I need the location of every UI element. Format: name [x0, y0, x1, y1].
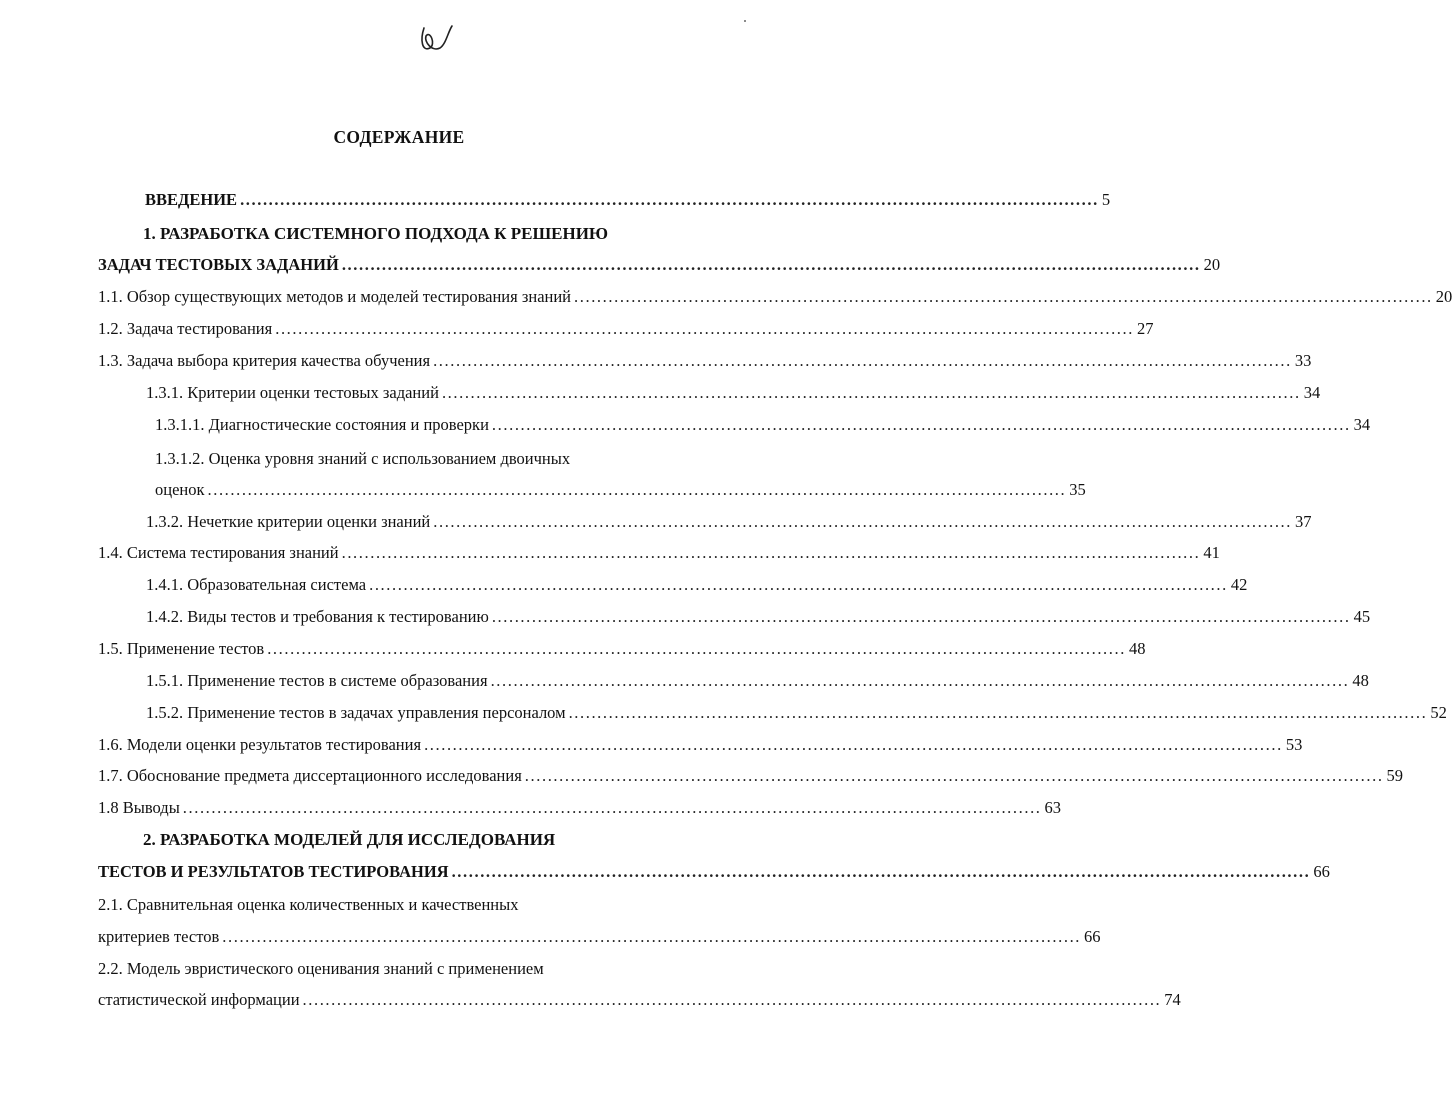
toc-intro-text: ВВЕДЕНИЕ [145, 190, 238, 209]
toc-entry-page: 52 [1430, 703, 1447, 722]
toc-chapter1 [98, 255, 1221, 279]
toc-leader: ...................................................................................................................................................... [369, 575, 1228, 594]
toc-entry [98, 639, 1146, 663]
toc-entry-text: 2.2. Модель эвристического оценивания знаний с применением [98, 959, 544, 978]
toc-leader: ...................................................................................................................................................... [524, 766, 1384, 785]
toc-entry-page: 59 [1386, 766, 1404, 785]
toc-leader: ...................................................................................................................................................... [574, 287, 1433, 306]
toc-leader: ...................................................................................................................................................... [207, 480, 1067, 499]
toc-entry-page: 66 [1084, 927, 1101, 946]
toc-leader: ...................................................................................................................................................... [222, 927, 1082, 946]
toc-entry [98, 735, 1303, 759]
toc-entry-text: 1.4. Система тестирования знаний [98, 543, 339, 562]
handwritten-signature [418, 18, 458, 58]
toc-entry-page: 20 [1435, 287, 1452, 306]
toc-entry-text: 1.7. Обоснование предмета диссертационного исследования [98, 766, 522, 785]
chapter1-heading-line2: ЗАДАЧ ТЕСТОВЫХ ЗАДАНИЙ [98, 255, 339, 274]
toc-entry-text: 1.5.2. Применение тестов в задачах управления персоналом [146, 703, 566, 722]
toc-leader: ...................................................................................................................................................... [490, 671, 1350, 690]
toc-entry-text: 2.1. Сравнительная оценка количественных и качественных [98, 895, 519, 914]
toc-leader: ...................................................................................................................................................... [568, 703, 1428, 722]
toc-entry-text: 1.3.1.2. Оценка уровня знаний с использованием двоичных [155, 449, 571, 468]
toc-entry [98, 319, 1154, 343]
toc-entry-text: критериев тестов [98, 927, 220, 946]
toc-entry [98, 798, 1062, 822]
toc-leader: ...................................................................................................................................................... [182, 798, 1042, 817]
toc-entry-text: 1.2. Задача тестирования [98, 319, 273, 338]
toc-entry [155, 415, 1371, 439]
toc-entry-page: 48 [1352, 671, 1369, 690]
toc-entry [155, 480, 1086, 504]
toc-entry-page: 34 [1353, 415, 1371, 434]
toc-entry [98, 287, 1452, 311]
toc-entry [98, 351, 1312, 375]
toc-leader: ...................................................................................................................................................... [451, 862, 1311, 881]
toc-entry [98, 927, 1101, 951]
toc-entry [98, 543, 1220, 567]
toc-leader: ...................................................................................................................................................... [424, 735, 1283, 754]
toc-entry-page: 34 [1303, 383, 1321, 402]
toc-entry-text: 1.1. Обзор существующих методов и моделей тестирования знаний [98, 287, 572, 306]
chapter1-heading: 1. РАЗРАБОТКА СИСТЕМНОГО ПОДХОДА К РЕШЕНИЮ [143, 224, 609, 243]
toc-entry-text: оценок [155, 480, 205, 499]
toc-intro-page: 5 [1101, 190, 1111, 209]
scan-speck [744, 20, 746, 22]
toc-entry-page: 41 [1203, 543, 1220, 562]
toc-entry-text: 1.4.1. Образовательная система [146, 575, 367, 594]
toc-entry-page: 63 [1044, 798, 1062, 817]
toc-entry-page: 74 [1164, 990, 1181, 1009]
toc-entry-text: статистической информации [98, 990, 300, 1009]
toc-entry [146, 703, 1447, 727]
chapter2-heading-line2: ТЕСТОВ И РЕЗУЛЬТАТОВ ТЕСТИРОВАНИЯ [98, 862, 449, 881]
toc-entry [146, 512, 1312, 536]
toc-entry-page: 53 [1285, 735, 1303, 754]
toc-entry-text: 1.3.2. Нечеткие критерии оценки знаний [146, 512, 431, 531]
toc-leader: ...................................................................................................................................................... [341, 543, 1201, 562]
toc-entry-page: 35 [1069, 480, 1086, 499]
toc-leader: ...................................................................................................................................................... [240, 190, 1099, 209]
toc-entry-text: 1.6. Модели оценки результатов тестирования [98, 735, 422, 754]
toc-leader: ...................................................................................................................................................... [302, 990, 1162, 1009]
toc-entry-page: 42 [1230, 575, 1248, 594]
toc-entry [98, 990, 1181, 1014]
toc-chapter2 [98, 862, 1330, 886]
toc-leader: ...................................................................................................................................................... [267, 639, 1126, 658]
toc-entry-page: 33 [1294, 351, 1312, 370]
page-title: СОДЕРЖАНИЕ [333, 127, 465, 147]
toc-entry-text: 1.4.2. Виды тестов и требования к тестированию [146, 607, 489, 626]
toc-entry-page: 27 [1136, 319, 1154, 338]
toc-leader: ...................................................................................................................................................... [275, 319, 1134, 338]
toc-leader: ...................................................................................................................................................... [491, 607, 1351, 626]
toc-entry-page: 45 [1353, 607, 1371, 626]
toc-entry [146, 383, 1321, 407]
toc-leader: ...................................................................................................................................................... [491, 415, 1351, 434]
toc-entry [146, 607, 1371, 631]
toc-leader: ...................................................................................................................................................... [433, 351, 1292, 370]
toc-entry-page: 48 [1128, 639, 1146, 658]
chapter2-heading: 2. РАЗРАБОТКА МОДЕЛЕЙ ДЛЯ ИССЛЕДОВАНИЯ [143, 830, 556, 849]
toc-entry-text: 1.5. Применение тестов [98, 639, 265, 658]
toc-leader: ...................................................................................................................................................... [341, 255, 1201, 274]
toc-entry-text: 1.3.1.1. Диагностические состояния и проверки [155, 415, 489, 434]
toc-entry-text: 1.3.1. Критерии оценки тестовых заданий [146, 383, 439, 402]
toc-entry-text: 1.3. Задача выбора критерия качества обучения [98, 351, 431, 370]
toc-entry-text: 1.5.1. Применение тестов в системе образования [146, 671, 488, 690]
toc-chapter1-page: 20 [1203, 255, 1221, 274]
toc-entry [146, 575, 1248, 599]
toc-intro [145, 190, 1111, 214]
toc-entry [146, 671, 1369, 695]
toc-chapter2-page: 66 [1313, 862, 1330, 881]
toc-entry [98, 766, 1404, 790]
toc-entry-text: 1.8 Выводы [98, 798, 180, 817]
toc-entry-page: 37 [1295, 512, 1312, 531]
toc-leader: ...................................................................................................................................................... [441, 383, 1301, 402]
toc-leader: ...................................................................................................................................................... [433, 512, 1292, 531]
